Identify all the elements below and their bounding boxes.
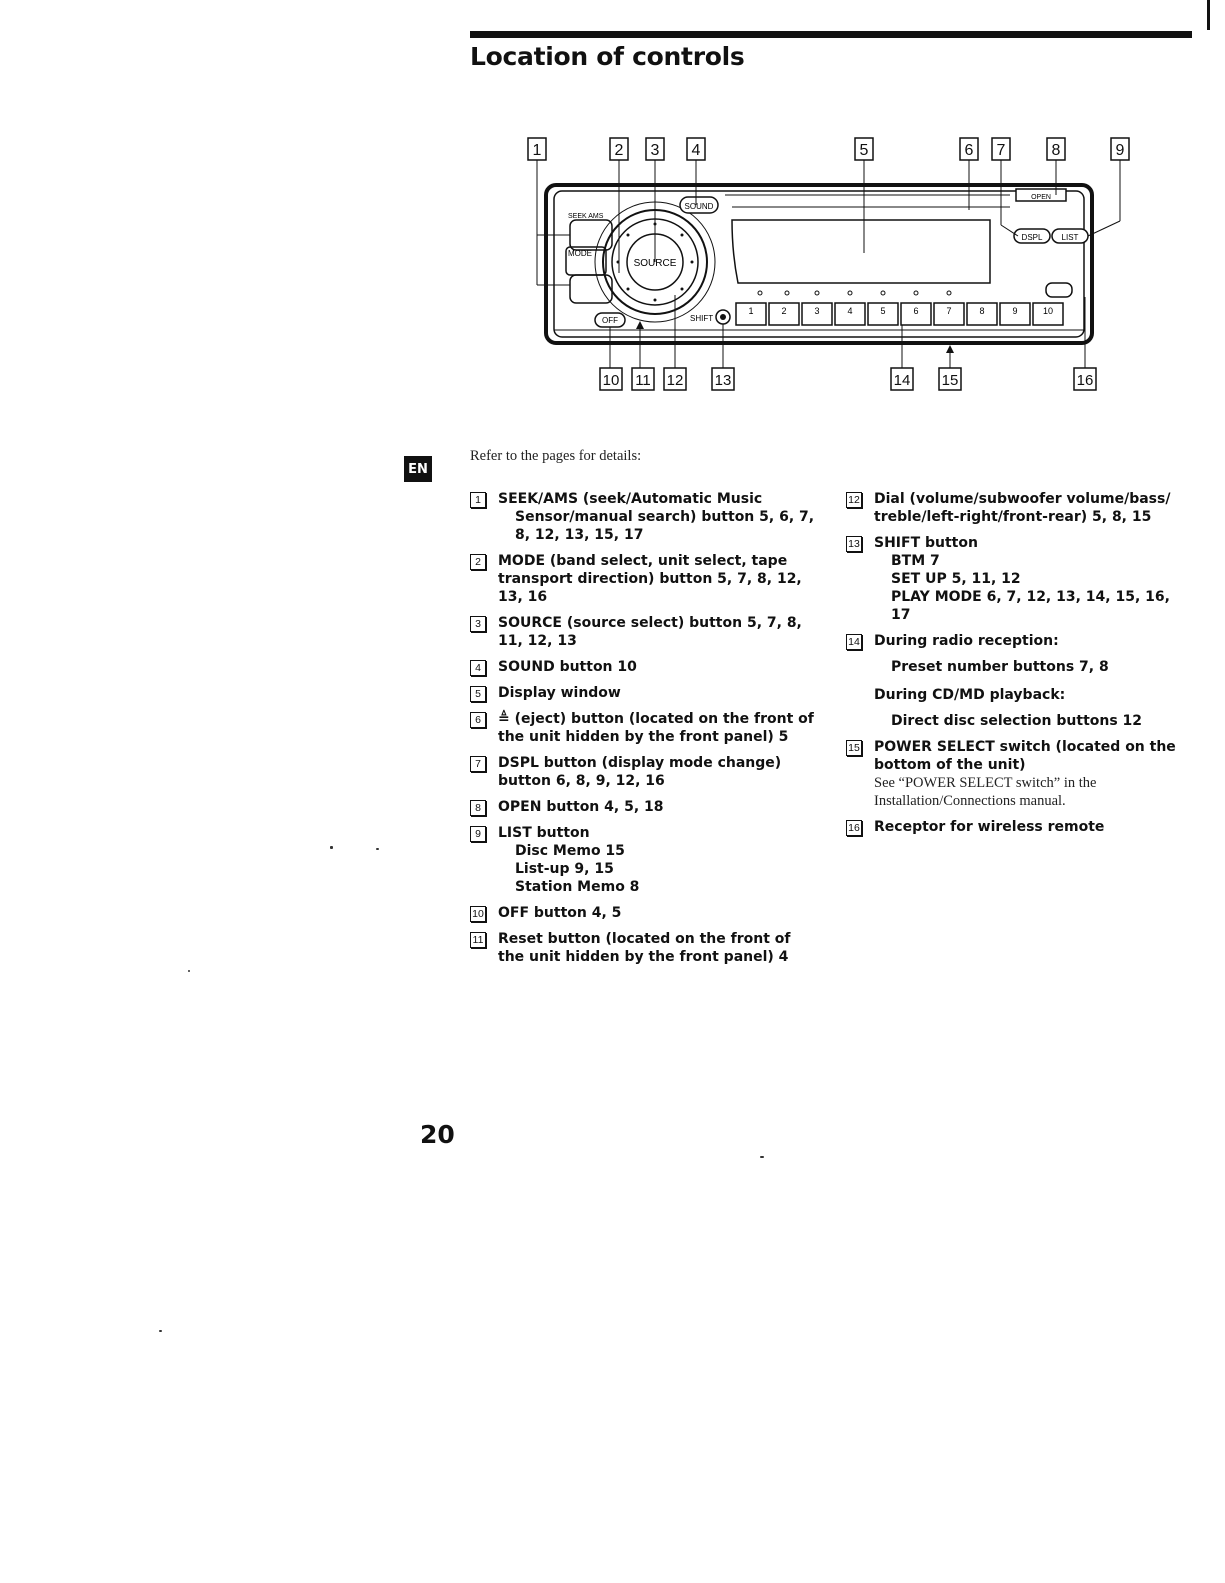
callout-8: 8 [1051,142,1061,159]
off-label: OFF [602,316,618,325]
list-item: 16 Receptor for wireless remote [846,818,1186,836]
svg-text:5: 5 [880,306,886,316]
svg-text:6: 6 [913,306,919,316]
callout-16: 16 [1076,372,1094,389]
page-title: Location of controls [470,42,745,71]
callout-6: 6 [964,142,974,159]
page-number: 20 [420,1120,455,1149]
callout-12: 12 [666,372,684,389]
callout-1: 1 [532,142,542,159]
svg-text:2: 2 [781,306,787,316]
scan-speck [188,970,190,972]
list-item: 5 Display window [470,684,830,702]
list-item: 1 SEEK/AMS (seek/Automatic Music Sensor/manual search) button 5, 6, 7, 8, 12, 13, 15, 17 [470,490,830,544]
callout-13: 13 [714,372,732,389]
svg-text:1: 1 [748,306,754,316]
callout-9: 9 [1115,142,1125,159]
list-item: 7 DSPL button (display mode change) button 6, 8, 9, 12, 16 [470,754,830,790]
svg-text:7: 7 [946,306,952,316]
callout-3: 3 [650,142,660,159]
svg-text:3: 3 [814,306,820,316]
open-label: OPEN [1031,194,1051,201]
svg-text:10: 10 [1042,306,1054,316]
controls-list-left [470,490,830,974]
scan-speck [159,1330,162,1332]
svg-text:9: 9 [1012,306,1018,316]
list-item: 15 POWER SELECT switch (located on the bottom of the unit) See “POWER SELECT switch” in the Installation/Connections manual. [846,738,1186,810]
list-item: 6 ≜ (eject) button (located on the front of the unit hidden by the front panel) 5 [470,710,830,746]
list-item: 14 During radio reception: Preset number buttons 7, 8 During CD/MD playback: Direct disc selection buttons 12 [846,632,1186,730]
language-badge: EN [404,456,432,482]
controls-list-right [846,490,1186,844]
callout-15: 15 [941,372,959,389]
list-item: 10 OFF button 4, 5 [470,904,830,922]
callout-4: 4 [691,142,701,159]
callout-10: 10 [602,372,620,389]
scan-speck [760,1156,764,1158]
callout-11: 11 [635,372,651,389]
list-item: 3 SOURCE (source select) button 5, 7, 8, 11, 12, 13 [470,614,830,650]
edge-mark [1207,0,1210,30]
list-label: LIST [1061,233,1079,242]
list-item: 9 LIST button Disc Memo 15 List-up 9, 15 Station Memo 8 [470,824,830,896]
mode-label: MODE [568,249,592,258]
list-item: 2 MODE (band select, unit select, tape transport direction) button 5, 7, 8, 12, 13, 16 [470,552,830,606]
list-item: 4 SOUND button 10 [470,658,830,676]
shift-label: SHIFT [690,314,714,323]
scan-speck [376,848,379,850]
sound-label: SOUND [684,202,714,211]
source-label: SOURCE [633,258,677,269]
callout-14: 14 [893,372,911,389]
list-item: 13 SHIFT button BTM 7 SET UP 5, 11, 12 PLAY MODE 6, 7, 12, 13, 14, 15, 16, 17 [846,534,1186,624]
svg-text:4: 4 [847,306,853,316]
callout-2: 2 [614,142,624,159]
list-item: 8 OPEN button 4, 5, 18 [470,798,830,816]
dspl-label: DSPL [1021,233,1043,242]
callout-7: 7 [996,142,1006,159]
list-item: 12 Dial (volume/subwoofer volume/bass/ treble/left-right/front-rear) 5, 8, 15 [846,490,1186,526]
svg-text:8: 8 [979,306,985,316]
scan-speck [330,846,333,849]
intro-text: Refer to the pages for details: [470,448,642,464]
title-rule [470,31,1192,38]
control-panel-diagram [470,125,1192,400]
callout-5: 5 [859,142,869,159]
seek-ams-label: SEEK AMS [568,213,604,220]
list-item: 11 Reset button (located on the front of the unit hidden by the front panel) 4 [470,930,830,966]
